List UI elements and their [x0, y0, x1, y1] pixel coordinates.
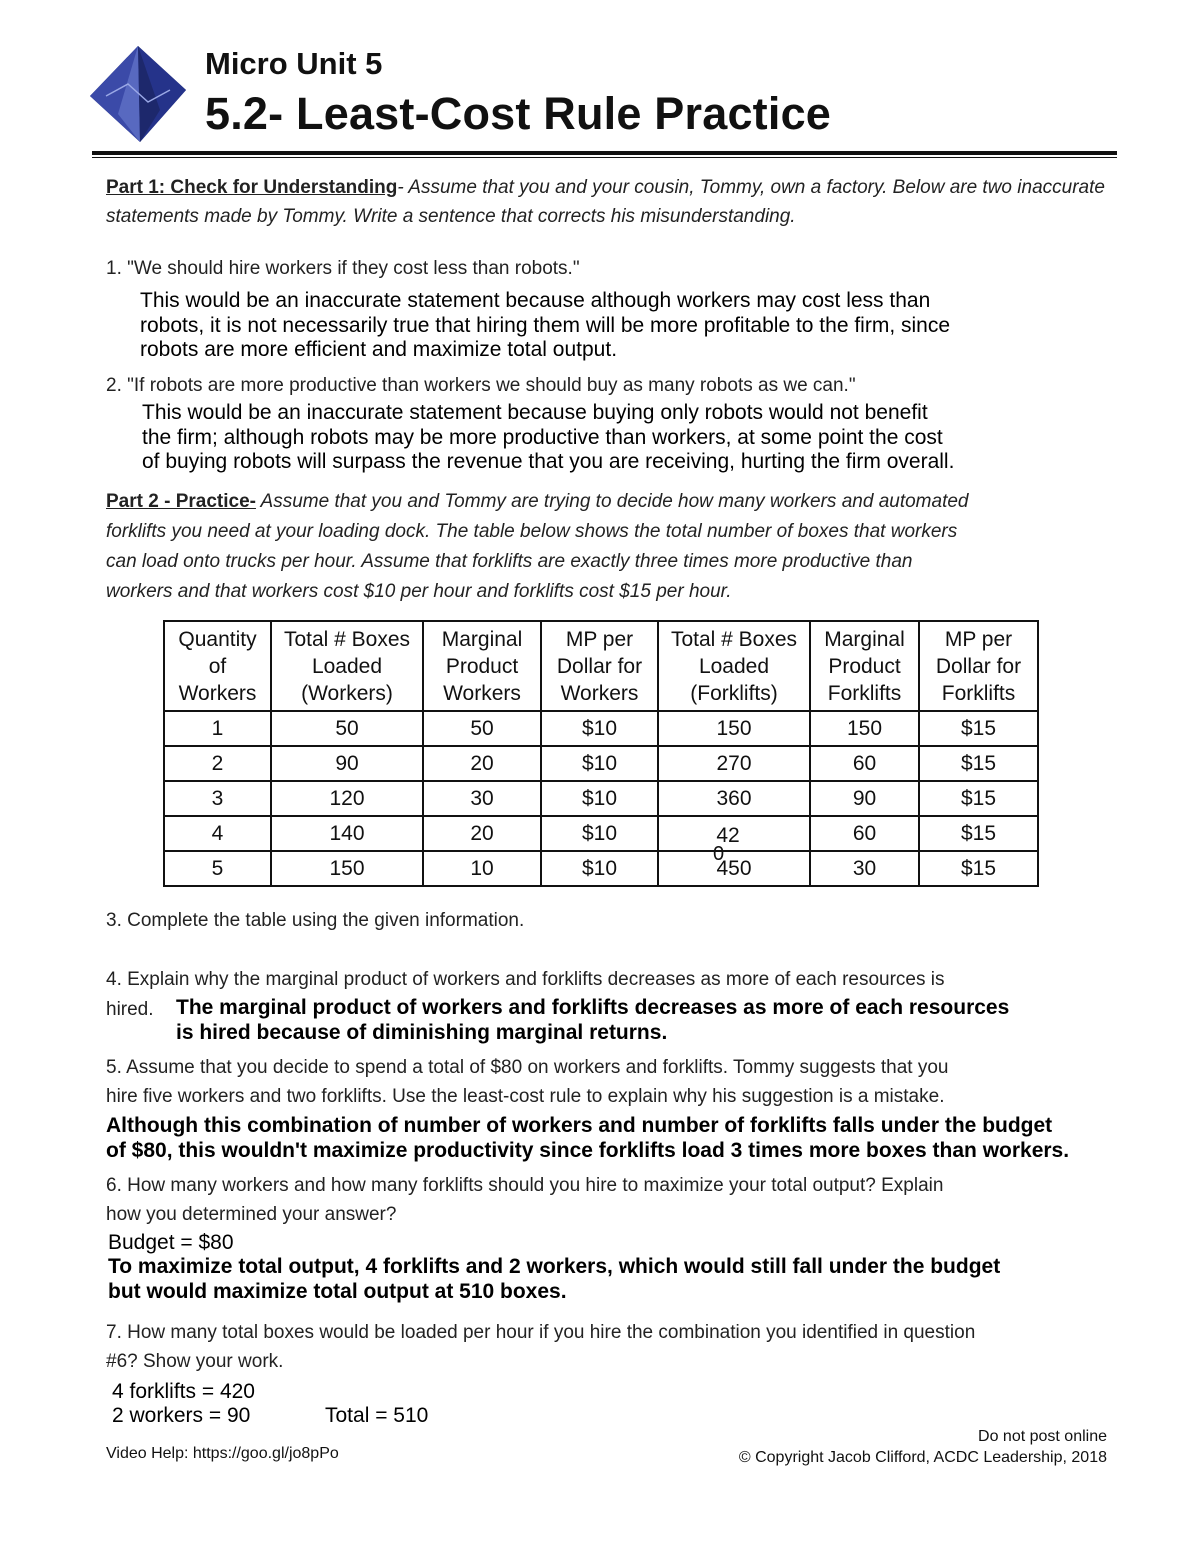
- table-cell: $10: [541, 711, 658, 746]
- col-header-total-forklifts: [658, 621, 810, 711]
- table-cell: 60: [810, 816, 919, 851]
- table-cell: $10: [541, 851, 658, 886]
- part2-instructions: Part 2 - Practice- Assume that you and Tommy are trying to decide how many workers and automated forklifts you need at your loading dock. The table below shows the total number of boxes that workers can load onto trucks per hour. Assume that forklifts are exactly three times more productive than workers and that workers cost $10 per hour and forklifts cost $15 per hour.: [106, 491, 969, 602]
- do-not-post-notice: Do not post online: [978, 1428, 1107, 1445]
- part1-lead: Part 1: Check for Understanding: [106, 177, 398, 198]
- question-1: 1. "We should hire workers if they cost less than robots.": [106, 258, 580, 279]
- table-cell: 50: [423, 711, 541, 746]
- question-6: 6. How many workers and how many forklifts should you hire to maximize your total output? Explain how you determined your answer?: [106, 1175, 944, 1225]
- forklift-total-4-cell: 42 0: [658, 816, 810, 851]
- unit-label: Micro Unit 5: [205, 46, 383, 81]
- header-line: Total # Boxes: [283, 627, 411, 651]
- question-5: 5. Assume that you decide to spend a total of $80 on workers and forklifts. Tommy suggests that you hire five workers and two forklifts. Use the least-cost rule to explain why his suggestion is a mistake.: [106, 1057, 949, 1107]
- table-cell: 1: [164, 711, 271, 746]
- answer-6-budget: Budget = $80: [108, 1231, 234, 1254]
- question-4: 4. Explain why the marginal product of workers and forklifts decreases as more of each resources is: [106, 969, 945, 990]
- answer-4: The marginal product of workers and forklifts decreases as more of each resources is hired because of diminishing marginal returns.: [176, 996, 1010, 1044]
- answer-6: To maximize total output, 4 forklifts and 2 workers, which would still fall under the budget but would maximize total output at 510 boxes.: [108, 1255, 1001, 1303]
- table-cell: 50: [271, 711, 423, 746]
- overflow-digit: 0: [713, 843, 725, 865]
- table-cell: 20: [423, 816, 541, 851]
- header-line: Forklifts: [827, 681, 902, 705]
- table-cell: 270: [658, 746, 810, 781]
- table-cell: 2: [164, 746, 271, 781]
- table-row: [164, 816, 1038, 851]
- header-divider-thin: [92, 157, 1117, 158]
- header-line: Workers: [178, 681, 257, 705]
- table-cell: $10: [541, 816, 658, 851]
- table-header-row: [164, 621, 1038, 711]
- table-cell: 150: [271, 851, 423, 886]
- answer-5: Although this combination of number of workers and number of forklifts falls under the budget of $80, this wouldn't maximize productivity since forklifts load 3 times more boxes than workers.: [106, 1114, 1070, 1162]
- table-row: [164, 711, 1038, 746]
- col-header-quantity: [164, 621, 271, 711]
- table-cell: $10: [541, 781, 658, 816]
- table-cell: 360: [658, 781, 810, 816]
- table-cell: 140: [271, 816, 423, 851]
- part1-text: - Assume that you and your cousin, Tommy, own a factory. Below are two inaccurate statements made by Tommy. Write a sentence that corrects his misunderstanding.: [106, 177, 1105, 227]
- answer-7-workers: 2 workers = 90: [112, 1404, 251, 1427]
- table-cell: 30: [423, 781, 541, 816]
- table-cell: 20: [423, 746, 541, 781]
- question-2: 2. "If robots are more productive than workers we should buy as many robots as we can.": [106, 375, 856, 396]
- header-line: MP per: [944, 627, 1013, 651]
- table-cell: $10: [541, 746, 658, 781]
- video-help-link[interactable]: Video Help: https://goo.gl/jo8pPo: [106, 1445, 339, 1462]
- part1-instructions: [106, 173, 1116, 231]
- header-line: Marginal: [441, 627, 523, 651]
- header-line: Quantity: [178, 627, 257, 651]
- table-cell: 450: [658, 851, 810, 886]
- header-divider: [92, 151, 1117, 155]
- table-cell: 120: [271, 781, 423, 816]
- table-cell: 3: [164, 781, 271, 816]
- acdc-logo-icon: [88, 44, 188, 144]
- question-7: 7. How many total boxes would be loaded per hour if you hire the combination you identified in question #6? Show your work.: [106, 1322, 976, 1372]
- question-4-continued: hired.: [106, 999, 154, 1020]
- answer-7-forklifts: 4 forklifts = 420: [112, 1380, 255, 1403]
- table-cell: 30: [810, 851, 919, 886]
- page-title: 5.2- Least-Cost Rule Practice: [205, 88, 832, 139]
- table-row: [164, 781, 1038, 816]
- table-cell: $15: [919, 746, 1038, 781]
- col-header-total-workers: [271, 621, 423, 711]
- col-header-mpd-forklifts: [919, 621, 1038, 711]
- header-line: (Workers): [301, 681, 393, 705]
- col-header-mp-workers: [423, 621, 541, 711]
- part2-lead: Part 2 - Practice-: [106, 491, 256, 512]
- col-header-mp-forklifts: [810, 621, 919, 711]
- table-cell: $15: [919, 851, 1038, 886]
- header-line: Product: [445, 654, 519, 678]
- header-line: Loaded: [698, 654, 770, 678]
- table-row: [164, 851, 1038, 886]
- table-cell: 60: [810, 746, 919, 781]
- header-line: Marginal: [824, 627, 905, 651]
- header-line: of: [208, 654, 227, 678]
- table-cell: $15: [919, 816, 1038, 851]
- question-3: 3. Complete the table using the given information.: [106, 910, 525, 931]
- table-row: [164, 746, 1038, 781]
- header-line: Loaded: [311, 654, 383, 678]
- header-line: (Forklifts): [690, 681, 778, 705]
- table-cell: $15: [919, 711, 1038, 746]
- table-cell: 150: [810, 711, 919, 746]
- answer-2: This would be an inaccurate statement because buying only robots would not benefit the firm; although robots may be more productive than workers, at some point the cost of buying robots will surpass the revenue that you are receiving, hurting the firm overall.: [142, 401, 955, 473]
- header-line: Workers: [560, 681, 639, 705]
- copyright: © Copyright Jacob Clifford, ACDC Leadership, 2018: [738, 1449, 1107, 1466]
- table-cell: 10: [423, 851, 541, 886]
- header-line: Forklifts: [941, 681, 1016, 705]
- header-line: Workers: [443, 681, 521, 705]
- table-cell: 5: [164, 851, 271, 886]
- production-table: [163, 620, 1039, 887]
- header-line: Product: [828, 654, 901, 678]
- table-cell: 150: [658, 711, 810, 746]
- table-cell: $15: [919, 781, 1038, 816]
- answer-7-total: Total = 510: [325, 1404, 429, 1427]
- col-header-mpd-workers: [541, 621, 658, 711]
- header-line: Dollar for: [556, 654, 643, 678]
- answer-1: This would be an inaccurate statement because although workers may cost less than robots, it is not necessarily true that hiring them will be more profitable to the firm, since robots are more efficient and maximize total output.: [140, 289, 951, 361]
- table-cell: 90: [271, 746, 423, 781]
- table-cell: 90: [810, 781, 919, 816]
- header-line: Dollar for: [935, 654, 1022, 678]
- header-line: MP per: [565, 627, 634, 651]
- header-line: Total # Boxes: [670, 627, 798, 651]
- table-cell: 4: [164, 816, 271, 851]
